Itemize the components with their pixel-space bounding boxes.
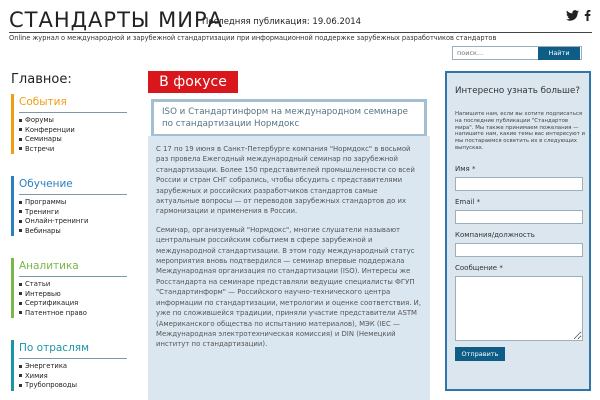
facebook-icon[interactable]: [583, 10, 592, 21]
company-field[interactable]: [455, 243, 583, 257]
sidebar-section-training: [11, 176, 126, 236]
email-label: Email *: [455, 198, 481, 206]
article-body: [148, 136, 430, 400]
header-divider: [9, 32, 592, 33]
section-divider: [19, 194, 127, 195]
send-button[interactable]: Отправить: [455, 347, 505, 361]
section-title-industries[interactable]: По отраслям: [19, 342, 90, 354]
site-tagline: Online журнал о международной и зарубежной стандартизации при информационной поддержке зарубежных разработчиков стандартов: [9, 34, 497, 42]
sidebar-item-conferences[interactable]: Конференции: [19, 126, 126, 136]
article-paragraph: Семинар, организуемый "Нормдокс", многие слушатели называют центральным российским событием в сфере зарубежной и международной стандартизации. В этом году международный статус мероприятия вновь подтвердился — семинар впервые поддержала Международная организация по стандартизации (ISO). Интересы же Росстандарта на семинаре представляли ведущие специалисты ФГУП "Стандартинформ" — Российского научно-технического центра информации по стандартизации, метрологии и оценке соответствия. И, уже по сложившейся традиции, приняли участие представители ASTM (Американского общества по испытанию материалов), МЭК (IEC — Международная электротехническая комиссия) и DIN (Немецкий институт по стандартизации).: [156, 225, 422, 349]
sidebar-section-industries: [11, 340, 126, 391]
sidebar-item-energy[interactable]: Энергетика: [19, 362, 126, 372]
sidebar-item-online-trainings[interactable]: Онлайн-тренинги: [19, 217, 126, 227]
sidebar-item-articles[interactable]: Статьи: [19, 280, 126, 290]
sidebar-section-events: [11, 94, 126, 154]
section-title-events[interactable]: События: [19, 96, 67, 108]
sidebar-item-pipelines[interactable]: Трубопроводы: [19, 381, 126, 391]
email-field[interactable]: [455, 210, 583, 224]
subscribe-title: Интересно узнать больше?: [455, 86, 580, 96]
section-title-analytics[interactable]: Аналитика: [19, 260, 79, 272]
search-button[interactable]: Найти: [538, 47, 580, 60]
sidebar-item-seminars[interactable]: Семинары: [19, 135, 126, 145]
message-field[interactable]: [455, 276, 583, 341]
sidebar-item-meetings[interactable]: Встречи: [19, 145, 126, 155]
message-label: Сообщение *: [455, 264, 503, 272]
sidebar-item-trainings[interactable]: Тренинги: [19, 208, 126, 218]
twitter-icon[interactable]: [566, 10, 579, 21]
sidebar-item-patent-law[interactable]: Патентное право: [19, 309, 126, 319]
sidebar-section-analytics: [11, 258, 126, 318]
company-label: Компания/должность: [455, 231, 535, 239]
sidebar-item-forums[interactable]: Форумы: [19, 116, 126, 126]
last-publication: Последняя публикация: 19.06.2014: [202, 17, 362, 27]
article-paragraph: С 17 по 19 июня в Санкт-Петербурге компания "Нормдокс" в восьмой раз провела Ежегодный международный семинар по зарубежной стандартизации. Более 150 представителей промышленности со всей России и стран СНГ собрались, чтобы обсудить с представителями зарубежных и российских разработчиков стандартов самые актуальные вопросы — от переводов зарубежных стандартов до их гармонизации и применения в России.: [156, 145, 415, 216]
site-title[interactable]: СТАНДАРТЫ МИРА: [9, 8, 223, 32]
section-divider: [19, 358, 127, 359]
sidebar-item-webinars[interactable]: Вебинары: [19, 227, 126, 237]
subscribe-panel: [445, 71, 591, 391]
main-nav-label: Главное:: [11, 72, 72, 87]
subscribe-description: Напишите нам, если вы хотите подписаться на последние публикации "Стандартов мира". Мы также принимаем пожелания — напишите нам, какие темы вас интересуют и мы постараемся осветить их в следующих выпусках.: [455, 111, 586, 151]
in-focus-label: В фокусе: [148, 71, 238, 93]
social-links: [566, 10, 592, 21]
section-title-training[interactable]: Обучение: [19, 178, 73, 190]
sidebar-item-interviews[interactable]: Интервью: [19, 290, 126, 300]
section-divider: [19, 276, 127, 277]
name-label: Имя *: [455, 165, 476, 173]
sidebar-item-chemistry[interactable]: Химия: [19, 372, 126, 382]
article-title[interactable]: ISO и Стандартинформ на международном семинаре по стандартизации Нормдокс: [151, 99, 427, 137]
section-divider: [19, 112, 127, 113]
name-field[interactable]: [455, 177, 583, 191]
sidebar-item-programs[interactable]: Программы: [19, 198, 126, 208]
sidebar-item-certification[interactable]: Сертификация: [19, 299, 126, 309]
